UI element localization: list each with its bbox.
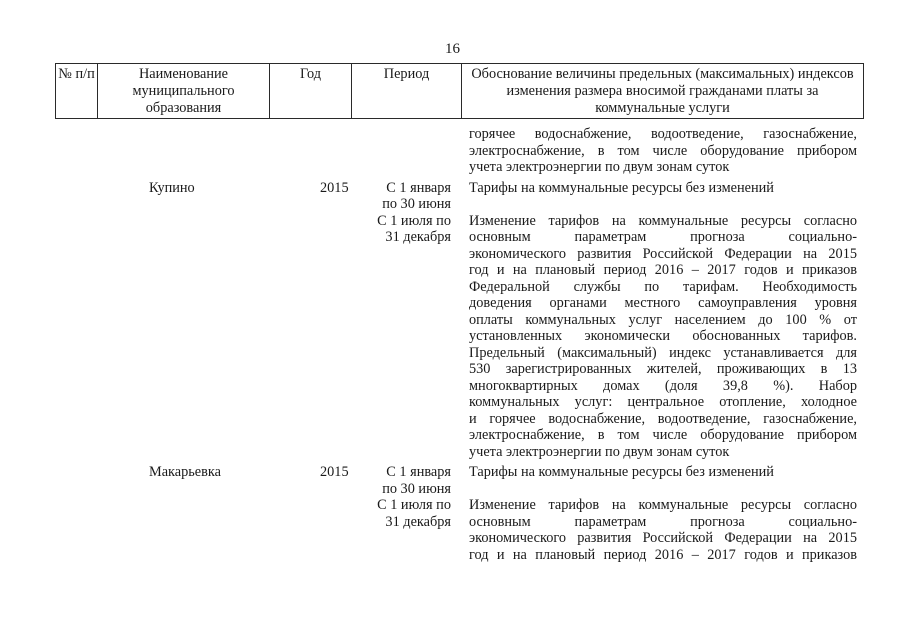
municipality-name: Макарьевка: [149, 464, 221, 480]
text-line: основным параметрам прогноза социально-: [469, 229, 857, 245]
text-line: Изменение тарифов на коммунальные ресурсы согласно: [469, 497, 857, 513]
header-num: № п/п: [56, 64, 98, 119]
period-line: 31 декабря: [385, 229, 451, 245]
text-line: экономического развития Российской Федерации на 2015: [469, 245, 857, 262]
text-line: учета электроэнергии по двум зонам суток: [469, 159, 730, 175]
text-line: экономического развития Российской Федерации на 2015: [469, 530, 857, 546]
header-basis: Обоснование величины предельных (максимальных) индексов изменения размера вносимой гражданами платы за коммунальные услуги: [462, 64, 864, 119]
text-line: Предельный (максимальный) индекс устанавливается для: [469, 344, 857, 361]
text-line: многоквартирных домах (доля 39,8 %). Набор: [469, 377, 857, 394]
header-row: [56, 64, 864, 119]
page-number: 16: [445, 41, 460, 57]
text-line: год и на плановый период 2016 – 2017 годов и приказов: [469, 262, 857, 278]
year-value: 2015: [320, 179, 349, 196]
text-line: установленных экономически обоснованных тарифов.: [469, 328, 857, 344]
text-line: электроснабжение, в том числе оборудование прибором: [469, 142, 857, 159]
table-row: [55, 213, 863, 461]
period-line: С 1 июля по: [377, 497, 451, 513]
table-row: [55, 180, 863, 213]
table-row: [55, 464, 863, 497]
text-line: доведения органами местного самоуправления уровня: [469, 295, 857, 311]
header-name: Наименование муниципального образования: [98, 64, 270, 119]
period-line: С 1 июля по: [377, 212, 451, 229]
table-body: [55, 126, 863, 563]
text-line: и горячее водоснабжение, водоотведение, газоснабжение,: [469, 410, 857, 427]
period-line: 31 декабря: [385, 513, 451, 530]
period-line: по 30 июня: [382, 480, 451, 497]
text-line: Изменение тарифов на коммунальные ресурсы согласно: [469, 212, 857, 229]
period-line: С 1 января: [386, 179, 451, 196]
municipality-name: Купино: [149, 179, 195, 196]
text-line: оплаты коммунальных услуг населением до 100 % от: [469, 311, 857, 328]
text-line: горячее водоснабжение, водоотведение, газоснабжение,: [469, 126, 857, 142]
text-line: Федеральной службы по тарифам. Необходимость: [469, 278, 857, 295]
table-row: [55, 497, 863, 563]
period-line: по 30 июня: [382, 196, 451, 212]
header-period: Период: [352, 64, 462, 119]
table-header: [55, 63, 864, 119]
basis-text: Тарифы на коммунальные ресурсы без изменений: [469, 464, 774, 480]
header-year: Год: [270, 64, 352, 119]
text-line: год и на плановый период 2016 – 2017 годов и приказов: [469, 546, 857, 563]
text-line: коммунальных услуг: центральное отопление, холодное: [469, 394, 857, 410]
basis-text: Тарифы на коммунальные ресурсы без изменений: [469, 179, 774, 196]
period-line: С 1 января: [386, 464, 451, 480]
continuation-row: [55, 126, 863, 176]
year-value: 2015: [320, 464, 349, 480]
text-line: 530 зарегистрированных жителей, проживающих в 13: [469, 361, 857, 377]
text-line: основным параметрам прогноза социально-: [469, 513, 857, 530]
text-line: электроснабжение, в том числе оборудование прибором: [469, 427, 857, 443]
text-line: учета электроэнергии по двум зонам суток: [469, 443, 730, 460]
